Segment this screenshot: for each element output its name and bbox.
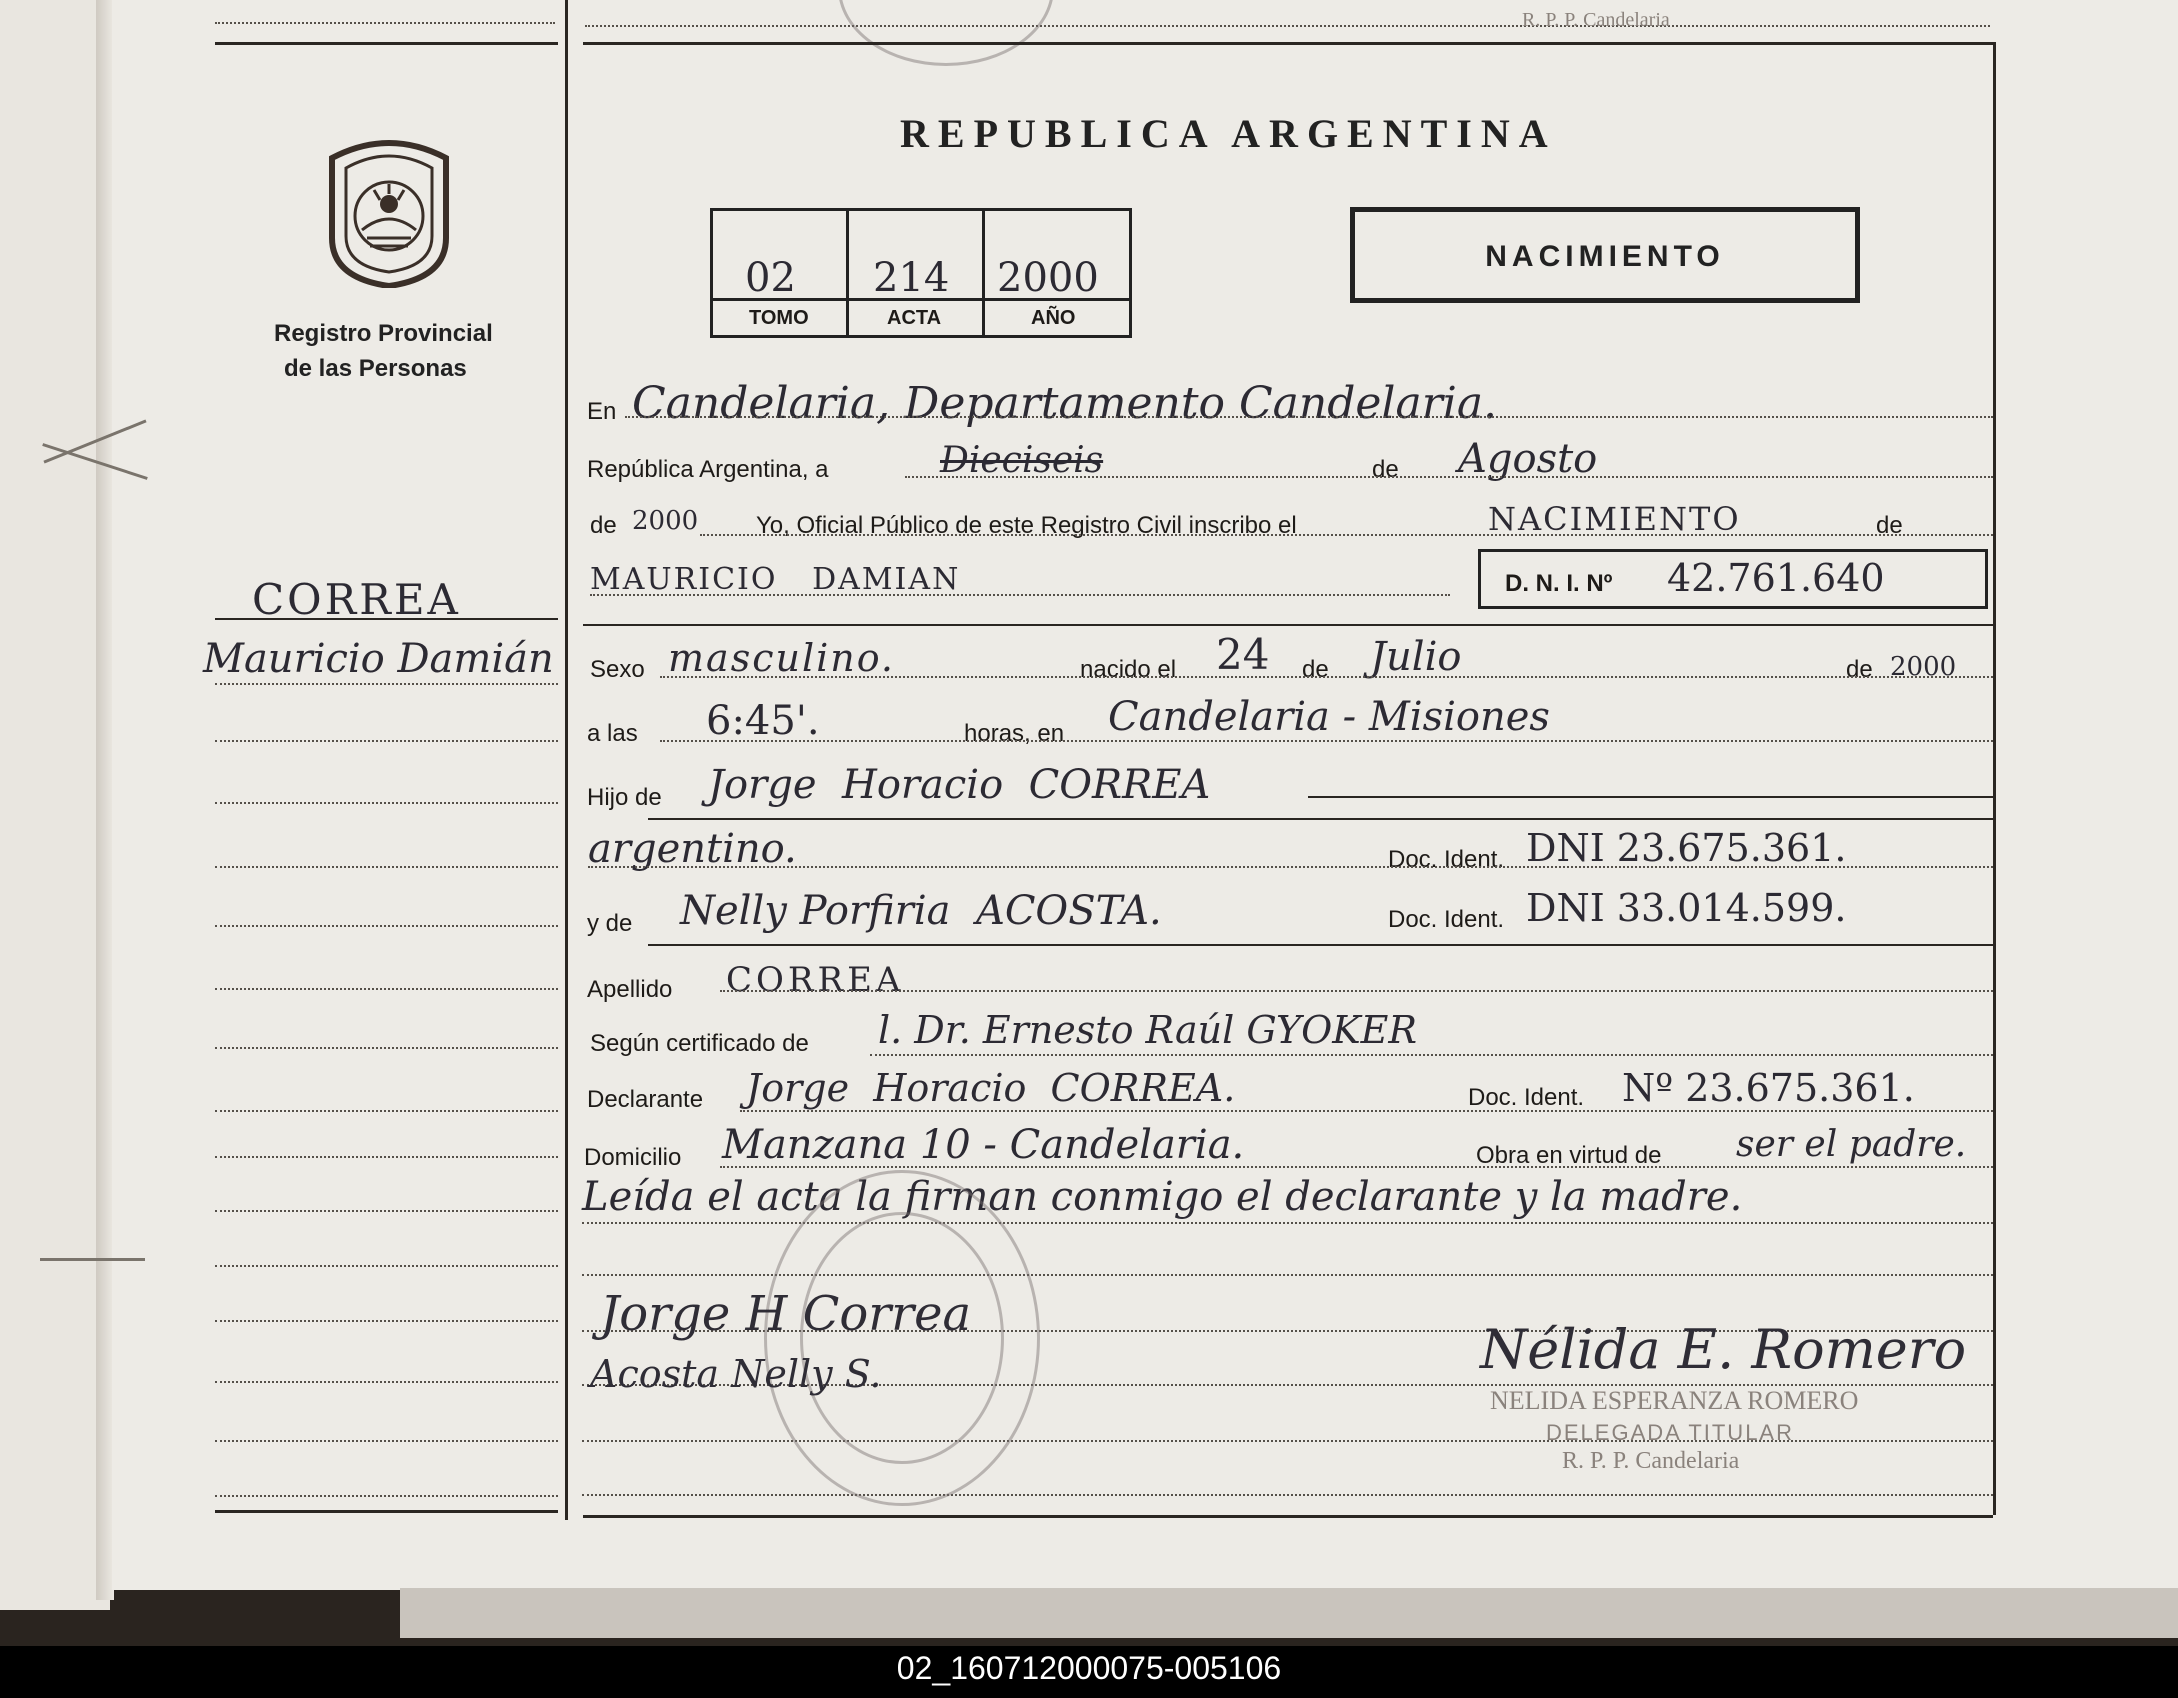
- registry-title-line1: Registro Provincial: [274, 320, 493, 347]
- registration-year: 2000: [632, 506, 699, 536]
- right-border: [1993, 42, 1996, 1515]
- margin-dotted-line: [215, 988, 558, 990]
- record-number-table: [710, 208, 1132, 338]
- dni-value: 42.761.640: [1667, 556, 1885, 600]
- margin-dotted-line: [215, 1440, 558, 1442]
- registry-title-line2: de las Personas: [284, 355, 467, 382]
- mother-signature: Acosta Nelly S.: [590, 1352, 882, 1396]
- act-handwritten: NACIMIENTO: [1488, 500, 1741, 538]
- row-line: [625, 416, 1993, 418]
- officer-stamp-name: NELIDA ESPERANZA ROMERO: [1490, 1386, 1859, 1415]
- previous-page-edge: [0, 0, 110, 1610]
- label-en: En: [587, 398, 617, 425]
- row-line: [720, 990, 1993, 992]
- label-de-month: de: [1372, 456, 1399, 483]
- address: Manzana 10 - Candelaria.: [722, 1122, 1245, 1168]
- father-doc: DNI 23.675.361.: [1526, 826, 1847, 870]
- top-dotted-line: [585, 25, 1990, 27]
- mother-doc: DNI 33.014.599.: [1526, 886, 1847, 930]
- margin-dotted-line: [215, 925, 558, 927]
- label-obra: Obra en virtud de: [1476, 1142, 1662, 1169]
- certificate-by: l. Dr. Ernesto Raúl GYOKER: [878, 1008, 1418, 1052]
- left-column-bottom-rule: [215, 1510, 558, 1513]
- father-nationality: argentino.: [588, 826, 797, 872]
- birth-year: 2000: [1890, 652, 1957, 682]
- tomo-value: 02: [745, 255, 796, 301]
- margin-surname: CORREA: [252, 575, 461, 624]
- signature-line: [582, 1494, 1993, 1496]
- margin-given-names: Mauricio Damián: [203, 636, 554, 682]
- declarant-signature: Jorge H Correa: [600, 1286, 972, 1342]
- child-names: MAURICIO DAMIAN: [590, 562, 961, 597]
- declarant-name: Jorge Horacio CORREA.: [746, 1066, 1236, 1110]
- row-rule: [648, 818, 1993, 820]
- label-hijo-de: Hijo de: [587, 784, 662, 811]
- label-apellido: Apellido: [587, 976, 673, 1003]
- acta-label: ACTA: [887, 307, 942, 329]
- label-nacido: nacido el: [1080, 656, 1177, 683]
- label-doc-ident-mother: Doc. Ident.: [1388, 906, 1505, 933]
- label-horas: horas, en: [964, 720, 1065, 747]
- row-line: [700, 534, 1993, 536]
- label-yo-oficial: Yo, Oficial Público de este Registro Civil inscribo el: [756, 512, 1297, 539]
- apellido-value: CORREA: [726, 960, 905, 1000]
- row-line: [905, 476, 1993, 478]
- row-line: [720, 1166, 1993, 1168]
- country-title: REPUBLICA ARGENTINA: [900, 111, 1557, 156]
- label-doc-ident-declarant: Doc. Ident.: [1468, 1084, 1585, 1111]
- margin-dotted-line: [215, 1047, 558, 1049]
- margin-dotted-line: [215, 866, 558, 868]
- dni-label: D. N. I. Nº: [1505, 570, 1613, 597]
- margin-dotted-line: [215, 1156, 558, 1158]
- row-line: [590, 594, 1450, 596]
- officer-stamp-office: R. P. P. Candelaria: [1562, 1448, 1740, 1474]
- label-de-birth-year: de: [1846, 656, 1873, 683]
- label-de-child: de: [1876, 512, 1903, 539]
- top-dotted-line: [215, 22, 555, 24]
- row-line: [870, 1054, 1993, 1056]
- registration-month: Agosto: [1458, 436, 1598, 482]
- officer-signature: Nélida E. Romero: [1480, 1318, 1967, 1381]
- birth-month: Julio: [1370, 634, 1462, 680]
- margin-dotted-line: [215, 1110, 558, 1112]
- obra-value: ser el padre.: [1736, 1124, 1967, 1165]
- birth-day: 24: [1216, 630, 1270, 679]
- main-bottom-rule: [583, 1515, 1993, 1518]
- left-column-top-rule: [215, 42, 558, 45]
- image-id-caption: 02_160712000075-005106: [896, 1650, 1282, 1686]
- acta-value: 214: [873, 255, 950, 301]
- row-rule: [1308, 796, 1993, 798]
- row-rule: [583, 624, 1993, 626]
- dni-box: [1478, 549, 1988, 609]
- registration-place: Candelaria, Departamento Candelaria.: [632, 378, 1498, 429]
- row-line: [660, 676, 1993, 678]
- birth-time: 6:45'.: [706, 698, 820, 744]
- label-a-las: a las: [587, 720, 638, 747]
- page-bottom-edge: [400, 1588, 2178, 1638]
- ano-value: 2000: [997, 255, 1099, 301]
- margin-surname-rule: [215, 618, 558, 620]
- sexo-value: masculino.: [668, 636, 896, 680]
- ano-label: AÑO: [1031, 307, 1076, 329]
- top-stamp-text: R. P. P. Candelaria: [1522, 9, 1670, 31]
- birth-place: Candelaria - Misiones: [1108, 694, 1550, 740]
- column-divider: [565, 0, 568, 1520]
- label-declarante: Declarante: [587, 1086, 704, 1113]
- margin-dotted-line: [215, 683, 558, 685]
- margin-dotted-line: [215, 740, 558, 742]
- registration-day: Dieciseis: [940, 440, 1104, 481]
- label-republica: República Argentina, a: [587, 456, 829, 483]
- act-type-label: NACIMIENTO: [1485, 240, 1725, 273]
- mother-name: Nelly Porfiria ACOSTA.: [680, 888, 1162, 934]
- label-de-year: de: [590, 512, 617, 539]
- margin-dotted-line: [215, 1265, 558, 1267]
- label-segun: Según certificado de: [590, 1030, 809, 1057]
- row-line: [588, 866, 1993, 868]
- margin-dotted-line: [215, 1495, 558, 1497]
- margin-dotted-line: [215, 1320, 558, 1322]
- act-type-box: [1350, 207, 1860, 303]
- closing-line: Leída el acta la firman conmigo el declarante y la madre.: [582, 1174, 1743, 1220]
- row-line: [660, 740, 1993, 742]
- province-seal-icon: [322, 138, 456, 288]
- tomo-label: TOMO: [749, 307, 809, 329]
- row-line: [740, 1110, 1993, 1112]
- label-de-birth-month: de: [1302, 656, 1329, 683]
- declarant-doc: Nº 23.675.361.: [1622, 1066, 1915, 1110]
- label-y-de: y de: [587, 910, 633, 937]
- row-rule: [648, 944, 1993, 946]
- officer-stamp-title: DELEGADA TITULAR: [1546, 1420, 1794, 1445]
- binding-mark: [40, 1258, 145, 1261]
- margin-dotted-line: [215, 1210, 558, 1212]
- row-line: [582, 1222, 1993, 1224]
- father-name: Jorge Horacio CORREA: [708, 762, 1211, 808]
- margin-dotted-line: [215, 802, 558, 804]
- label-domicilio: Domicilio: [584, 1144, 682, 1171]
- main-top-rule: [583, 42, 1993, 45]
- label-doc-ident-father: Doc. Ident.: [1388, 846, 1505, 873]
- label-sexo: Sexo: [590, 656, 645, 683]
- margin-dotted-line: [215, 1381, 558, 1383]
